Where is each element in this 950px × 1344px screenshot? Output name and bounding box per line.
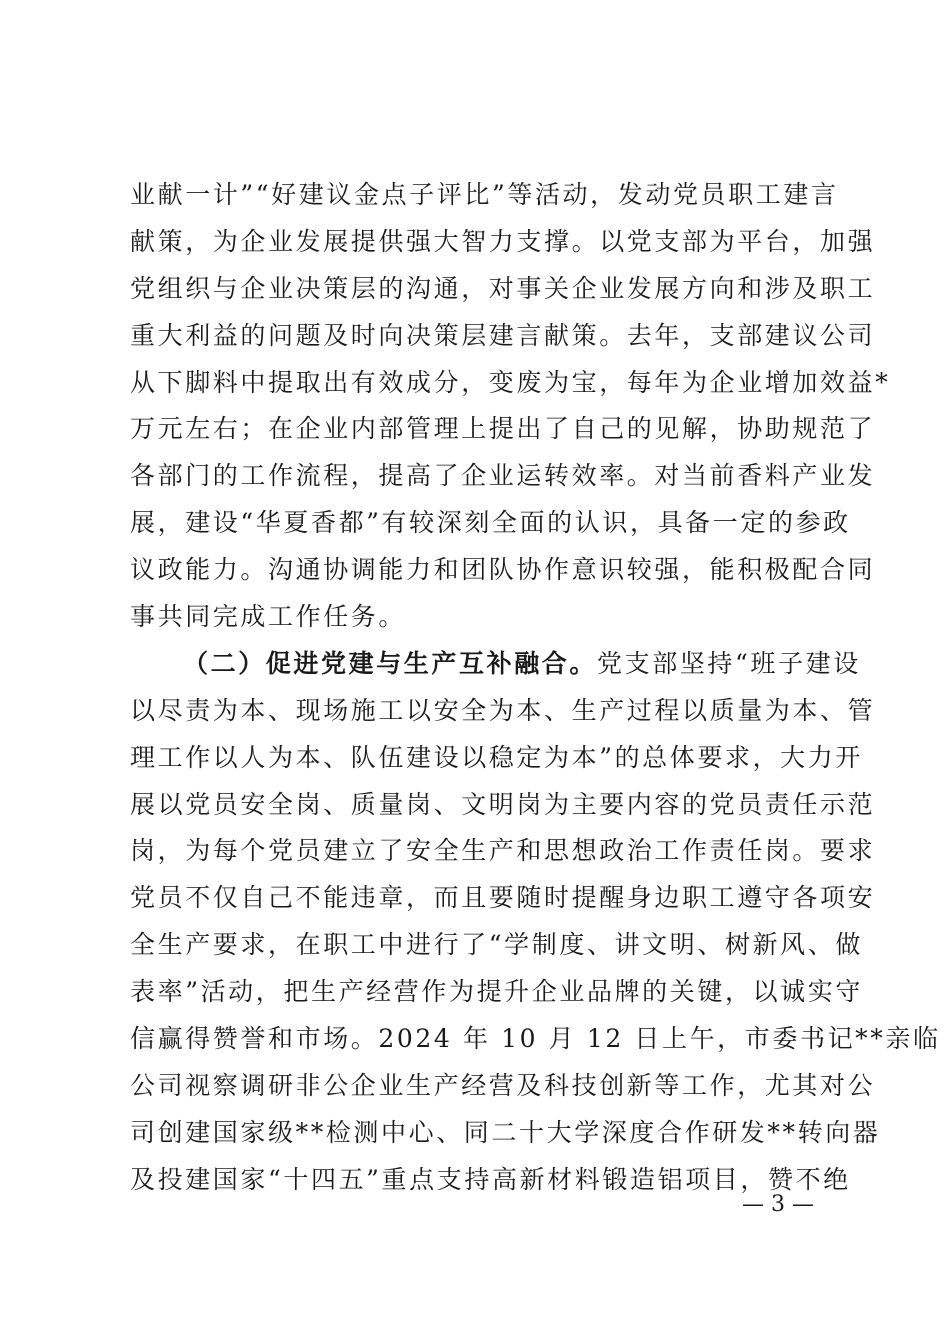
page-number: — 3 — [742, 1192, 814, 1217]
text-line: 信赢得赞誉和市场。2024 年 10 月 12 日上午，市委书记**亲临 [130, 1024, 941, 1054]
text-line: 从下脚料中提取出有效成分，变废为宝，每年为企业增加效益* [130, 367, 891, 397]
paragraph-1 [130, 172, 891, 641]
text-line: 展以党员安全岗、质量岗、文明岗为主要内容的党员责任示范 [130, 789, 876, 819]
body-text [130, 172, 941, 1204]
text-line: 党员不仅自己不能违章，而且要随时提醒身边职工遵守各项安 [130, 883, 876, 913]
text-line-rest: 党支部坚持“班子建设 [597, 648, 861, 678]
text-line: 司创建国家级**检测中心、同二十大学深度合作研发**转向器 [130, 1117, 881, 1147]
text-line: 及投建国家“十四五”重点支持高新材料锻造铝项目，赞不绝 [130, 1164, 851, 1194]
text-line: 议政能力。沟通协调能力和团队协作意识较强，能积极配合同 [130, 555, 876, 585]
text-line: 岗，为每个党员建立了安全生产和思想政治工作责任岗。要求 [130, 836, 876, 866]
text-line: 以尽责为本、现场施工以安全为本、生产过程以质量为本、管 [130, 695, 876, 725]
text-line: 展，建设“华夏香都”有较深刻全面的认识，具备一定的参政 [130, 508, 851, 538]
paragraph-2 [130, 641, 941, 1204]
text-line: 业献一计”“好建议金点子评比”等活动，发动党员职工建言 [130, 180, 839, 209]
text-line: 各部门的工作流程，提高了企业运转效率。对当前香料产业发 [130, 461, 876, 491]
text-line: 全生产要求，在职工中进行了“学制度、讲文明、树新风、做 [130, 930, 863, 960]
paragraph-first-line [130, 641, 861, 688]
text-line: 党组织与企业决策层的沟通，对事关企业发展方向和涉及职工 [130, 273, 876, 303]
text-line: 理工作以人为本、队伍建设以稳定为本”的总体要求，大力开 [130, 742, 863, 772]
text-line: 公司视察调研非公企业生产经营及科技创新等工作，尤其对公 [130, 1070, 876, 1100]
text-line: 万元左右；在企业内部管理上提出了自己的见解，协助规范了 [130, 414, 876, 444]
text-line: 献策，为企业发展提供强大智力支撑。以党支部为平台，加强 [130, 226, 876, 256]
section-heading: （二）促进党建与生产互补融合。 [183, 648, 598, 678]
text-line: 事共同完成工作任务。 [130, 602, 407, 632]
text-line: 表率”活动，把生产经营作为提升企业品牌的关键，以诚实守 [130, 977, 863, 1007]
text-line: 重大利益的问题及时向决策层建言献策。去年，支部建议公司 [130, 320, 876, 350]
